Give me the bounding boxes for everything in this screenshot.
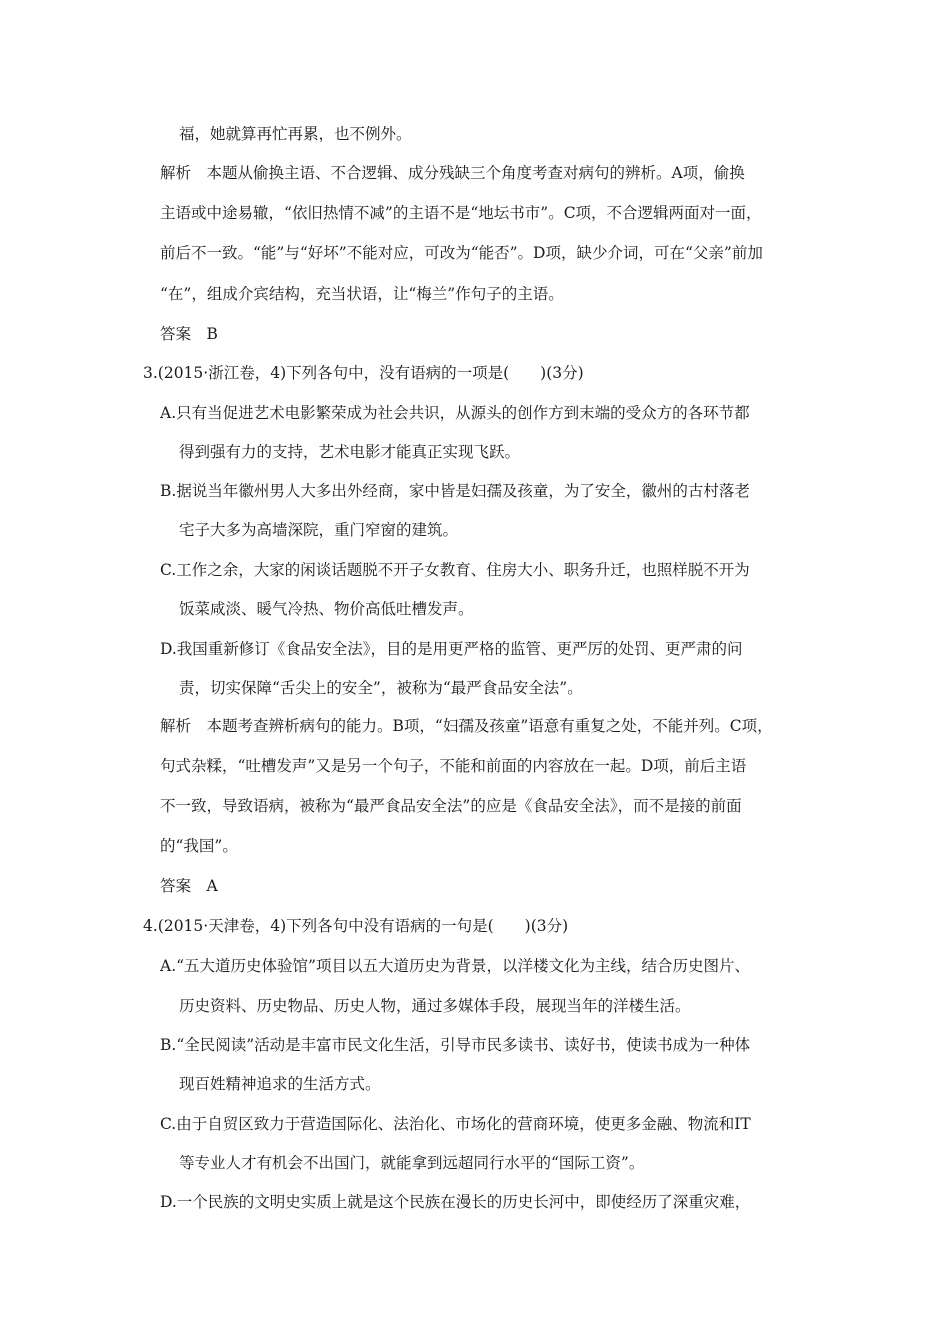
text-line: 得到强有力的支持，艺术电影才能真正实现飞跃。: [179, 443, 521, 461]
text-line: 3.(2015·浙江卷，4)下列各句中，没有语病的一项是( )(3分): [143, 364, 584, 382]
text-line: 宅子大多为高墙深院，重门窄窗的建筑。: [179, 521, 459, 539]
text-line: C.由于自贸区致力于营造国际化、法治化、市场化的营商环境，使更多金融、物流和IT: [160, 1115, 751, 1133]
text-line: 等专业人才有机会不出国门，就能拿到远超同行水平的“国际工资”。: [179, 1154, 645, 1172]
text-line: 福，她就算再忙再累，也不例外。: [179, 125, 412, 143]
text-line: 主语或中途易辙，“依旧热情不减”的主语不是“地坛书市”。C项，不合逻辑两面对一面，: [160, 204, 762, 222]
text-line: 饭菜咸淡、暖气冷热、物价高低吐槽发声。: [179, 600, 474, 618]
text-line: D.一个民族的文明史实质上就是这个民族在漫长的历史长河中，即使经历了深重灾难，: [160, 1193, 751, 1211]
text-line: A.“五大道历史体验馆”项目以五大道历史为背景，以洋楼文化为主线，结合历史图片、: [160, 957, 750, 975]
text-line: 的“我国”。: [160, 837, 238, 855]
text-line: D.我国重新修订《食品安全法》，目的是用更严格的监管、更严厉的处罚、更严肃的问: [160, 640, 743, 658]
text-line: 4.(2015·天津卷，4)下列各句中没有语病的一句是( )(3分): [143, 917, 569, 935]
text-line: 历史资料、历史物品、历史人物，通过多媒体手段，展现当年的洋楼生活。: [179, 997, 691, 1015]
text-line: 责，切实保障“舌尖上的安全”，被称为“最严食品安全法”。: [179, 679, 583, 697]
text-line: 答案 A: [160, 877, 218, 895]
text-line: B.据说当年徽州男人大多出外经商，家中皆是妇孺及孩童，为了安全，徽州的古村落老: [160, 482, 750, 500]
text-line: 句式杂糅，“吐槽发声”又是另一个句子，不能和前面的内容放在一起。D项，前后主语: [160, 757, 747, 775]
text-line: 现百姓精神追求的生活方式。: [179, 1075, 381, 1093]
text-line: 不一致，导致语病，被称为“最严食品安全法”的应是《食品安全法》，而不是接的前面: [160, 797, 742, 815]
text-line: 解析 本题从偷换主语、不合逻辑、成分残缺三个角度考查对病句的辨析。A项，偷换: [160, 164, 745, 182]
text-line: 前后不一致。“能”与“好坏”不能对应，可改为“能否”。D项，缺少介词，可在“父亲”前加: [160, 244, 763, 262]
text-line: 答案 B: [160, 325, 218, 343]
text-line: “在”，组成介宾结构，充当状语，让“梅兰”作句子的主语。: [160, 285, 564, 303]
text-line: A.只有当促进艺术电影繁荣成为社会共识，从源头的创作方到末端的受众方的各环节都: [160, 404, 750, 422]
text-line: B.“全民阅读”活动是丰富市民文化生活，引导市民多读书、读好书，使读书成为一种体: [160, 1036, 751, 1054]
text-line: 解析 本题考查辨析病句的能力。B项，“妇孺及孩童”语意有重复之处，不能并列。C项，: [160, 717, 773, 735]
text-line: C.工作之余，大家的闲谈话题脱不开子女教育、住房大小、职务升迁，也照样脱不开为: [160, 561, 750, 579]
